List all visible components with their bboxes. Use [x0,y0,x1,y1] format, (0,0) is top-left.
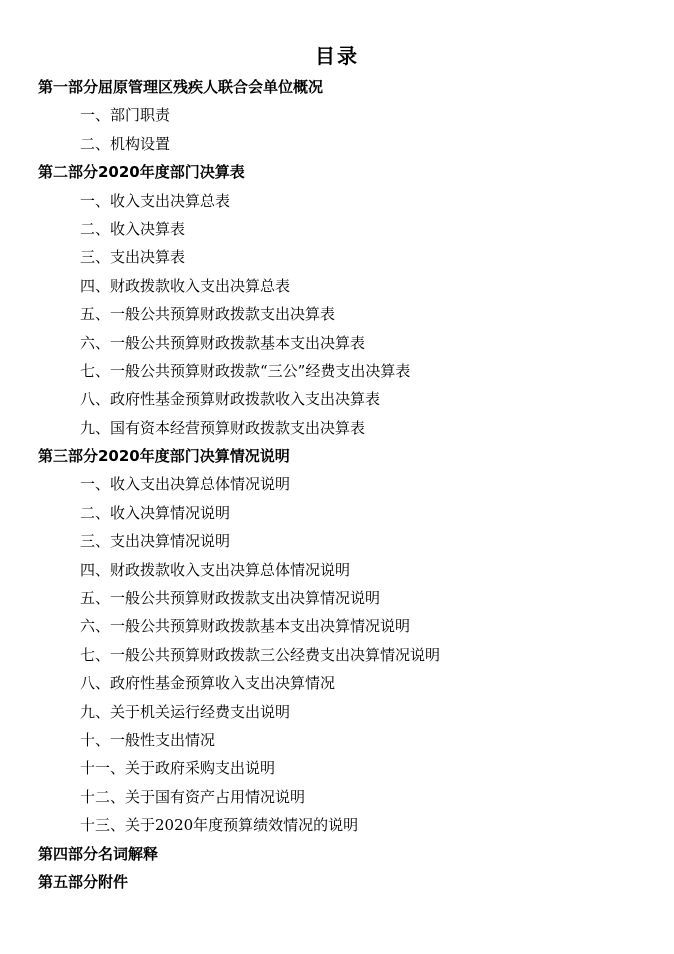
toc-item: 八、政府性基金预算财政拨款收入支出决算表 [80,390,381,409]
toc-item: 二、收入决算表 [80,219,186,238]
table-of-contents [0,73,674,896]
toc-part-heading: 第三部分2020年度部门决算情况说明 [38,447,290,466]
toc-item: 四、财政拨款收入支出决算总表 [80,276,291,295]
toc-item: 六、一般公共预算财政拨款基本支出决算表 [80,333,366,352]
toc-item: 一、收入支出决算总体情况说明 [80,475,291,494]
toc-item: 二、机构设置 [80,134,171,153]
toc-item: 一、部门职责 [80,106,171,125]
toc-item: 十三、关于2020年度预算绩效情况的说明 [80,816,359,835]
toc-item: 七、一般公共预算财政拨款“三公”经费支出决算表 [80,361,411,380]
toc-item: 七、一般公共预算财政拨款三公经费支出决算情况说明 [80,645,441,664]
toc-item: 九、国有资本经营预算财政拨款支出决算表 [80,418,366,437]
toc-item: 一、收入支出决算总表 [80,191,231,210]
toc-item: 六、一般公共预算财政拨款基本支出决算情况说明 [80,617,411,636]
toc-part-heading: 第二部分2020年度部门决算表 [38,163,245,182]
toc-item: 十一、关于政府采购支出说明 [80,759,276,778]
toc-part-heading: 第四部分名词解释 [38,844,159,863]
toc-item: 三、支出决算表 [80,248,186,267]
toc-item: 九、关于机关运行经费支出说明 [80,702,291,721]
toc-item: 四、财政拨款收入支出决算总体情况说明 [80,560,351,579]
toc-item: 二、收入决算情况说明 [80,503,231,522]
toc-item: 十、一般性支出情况 [80,730,216,749]
toc-item: 三、支出决算情况说明 [80,532,231,551]
page-title: 目录 [315,44,359,68]
toc-item: 五、一般公共预算财政拨款支出决算表 [80,305,336,324]
toc-item: 十二、关于国有资产占用情况说明 [80,787,306,806]
toc-part-heading: 第一部分屈原管理区残疾人联合会单位概况 [38,78,324,96]
toc-item: 五、一般公共预算财政拨款支出决算情况说明 [80,589,381,608]
toc-item: 八、政府性基金预算收入支出决算情况 [80,674,336,693]
toc-part-heading: 第五部分附件 [38,872,129,891]
